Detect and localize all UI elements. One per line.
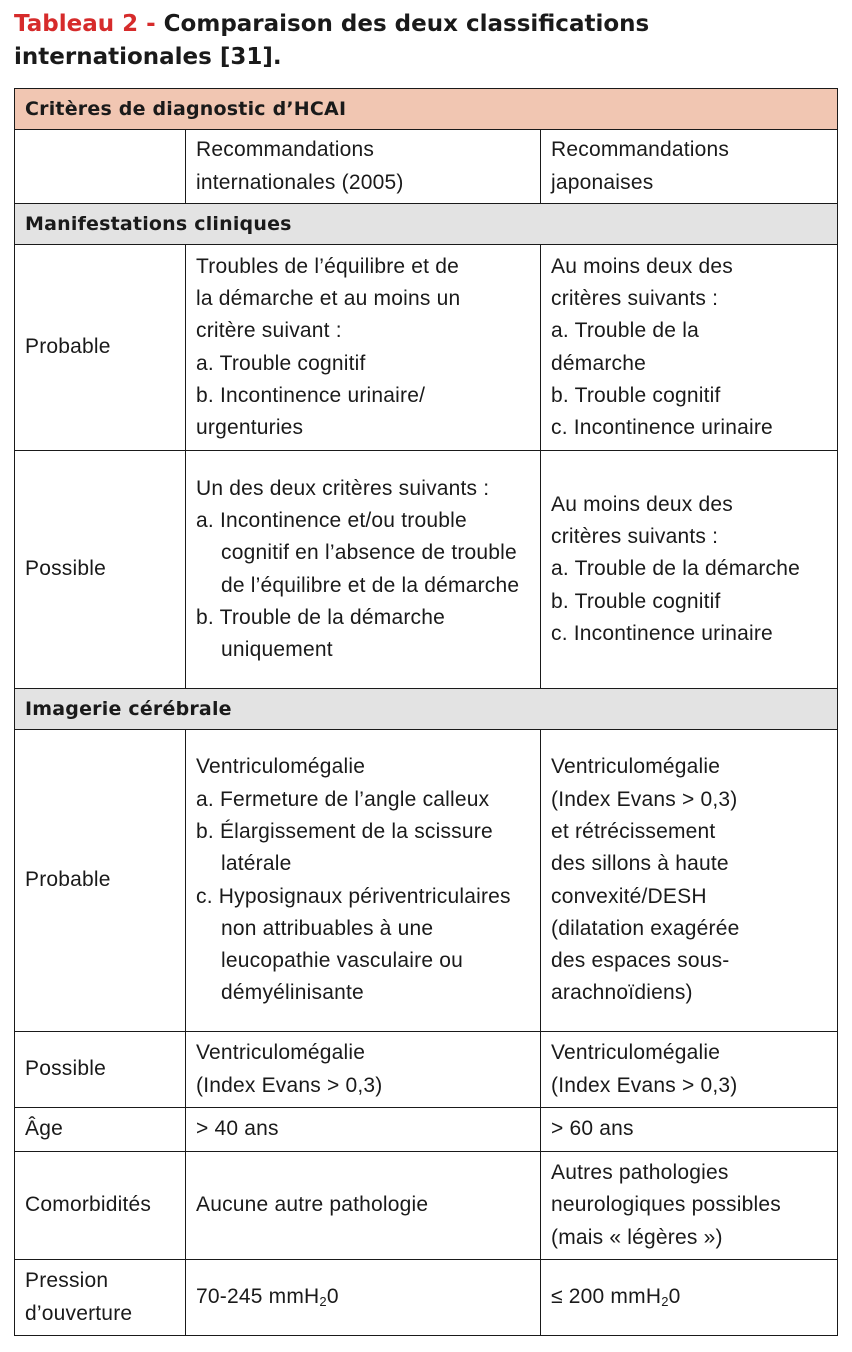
- table-header-cell: Critères de diagnostic d’HCAI: [15, 89, 838, 130]
- cell-international: Aucune autre pathologie: [186, 1152, 541, 1260]
- column-header-row: [15, 130, 838, 204]
- cell-international: 70-245 mmH$_2$0: [186, 1260, 541, 1336]
- table-caption: [14, 8, 834, 74]
- cell-international: Ventriculomégalie a. Fermeture de l’angle calleux b. Élargissement de la scissure latérale c. Hyposignaux périventriculaires non attribuables à une leucopathie vasculaire ou démyélinisante: [186, 730, 541, 1032]
- list-item: c. Incontinence urinaire: [551, 621, 773, 645]
- section-row-imaging: [15, 689, 838, 730]
- cell-international: Ventriculomégalie (Index Evans > 0,3): [186, 1032, 541, 1108]
- table-row: [15, 1152, 838, 1260]
- list-item: b. Trouble cognitif: [551, 589, 721, 613]
- table-label: Tableau 2 -: [14, 11, 156, 37]
- table-header-row: [15, 89, 838, 130]
- table-row: [15, 245, 838, 451]
- row-label: Âge: [15, 1108, 186, 1152]
- table-row: [15, 730, 838, 1032]
- list-item: a. Fermeture de l’angle calleux: [196, 787, 490, 811]
- section-title-imaging: Imagerie cérébrale: [15, 689, 838, 730]
- section-title-clinical: Manifestations cliniques: [15, 204, 838, 245]
- row-label: Probable: [15, 730, 186, 1032]
- cell-japanese: Au moins deux des critères suivants : a. Trouble de la démarche b. Trouble cognitif c. Incontinence urinaire: [541, 245, 838, 451]
- cell-japanese: ≤ 200 mmH$_2$0: [541, 1260, 838, 1336]
- table-title-line2: internationales [31].: [14, 44, 282, 70]
- column-header-japanese: Recommandations japonaises: [541, 130, 838, 204]
- list-item: a. Incontinence et/ou trouble cognitif en l’absence de trouble de l’équilibre et de la démarche: [196, 508, 520, 597]
- list-item: b. Élargissement de la scissure latérale: [196, 819, 493, 876]
- list-item: a. Trouble de la démarche: [551, 557, 800, 581]
- row-label: Pression d’ouverture: [15, 1260, 186, 1336]
- cell-japanese: Autres pathologies neurologiques possibles (mais « légères »): [541, 1152, 838, 1260]
- table-title-line1: Comparaison des deux classifications: [163, 11, 650, 37]
- comparison-table: [14, 88, 838, 1336]
- row-label: Probable: [15, 245, 186, 451]
- list-item: c. Hyposignaux périventriculaires non attribuables à une leucopathie vasculaire ou démyélinisante: [196, 884, 511, 1005]
- cell-international: > 40 ans: [186, 1108, 541, 1152]
- table-row: [15, 1032, 838, 1108]
- column-header-international: Recommandations internationales (2005): [186, 130, 541, 204]
- cell-japanese: Ventriculomégalie (Index Evans > 0,3) et rétrécissement des sillons à haute convexité/DESH (dilatation exagérée des espaces sous- arachnoïdiens): [541, 730, 838, 1032]
- cell-japanese: > 60 ans: [541, 1108, 838, 1152]
- cell-japanese: Au moins deux des critères suivants : a. Trouble de la démarche b. Trouble cognitif c. Incontinence urinaire: [541, 451, 838, 689]
- section-row-clinical: [15, 204, 838, 245]
- column-header-empty: [15, 130, 186, 204]
- cell-japanese: Ventriculomégalie (Index Evans > 0,3): [541, 1032, 838, 1108]
- row-label: Possible: [15, 451, 186, 689]
- table-row: [15, 451, 838, 689]
- cell-international: Un des deux critères suivants : a. Incontinence et/ou trouble cognitif en l’absence de trouble de l’équilibre et de la démarche b. Trouble de la démarche uniquement: [186, 451, 541, 689]
- row-label: Possible: [15, 1032, 186, 1108]
- table-row: [15, 1260, 838, 1336]
- cell-international: Troubles de l’équilibre et de la démarche et au moins un critère suivant : a. Trouble cognitif b. Incontinence urinaire/ urgenturies: [186, 245, 541, 451]
- list-item: b. Trouble de la démarche uniquement: [196, 605, 445, 662]
- table-row: [15, 1108, 838, 1152]
- row-label: Comorbidités: [15, 1152, 186, 1260]
